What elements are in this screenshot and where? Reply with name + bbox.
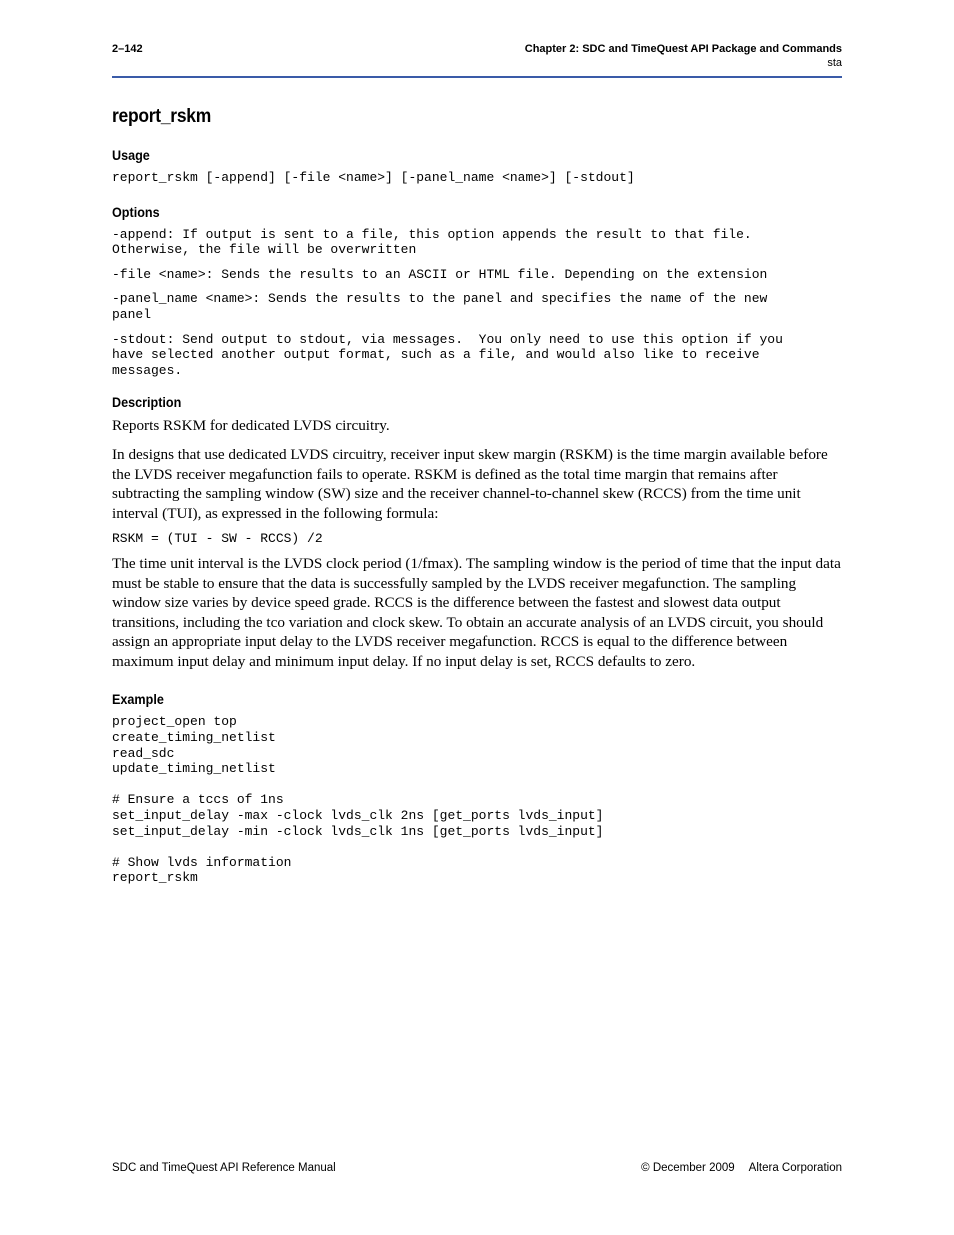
section-tag: sta	[827, 57, 842, 69]
usage-heading: Usage	[112, 147, 150, 163]
page-number: 2–142	[112, 43, 143, 55]
example-heading: Example	[112, 691, 164, 708]
command-title: report_rskm	[112, 106, 211, 127]
description-para-3: The time unit interval is the LVDS clock period (1/fmax). The sampling window is the period of time that the input data must be stable to ensure that the data is successfully sampled by the LVDS receiver megafunction. The sampling window size varies by device speed grade. RCCS is the difference between the fastest and slowest data output transitions, including the tco variation and clock skew. To obtain an accurate analysis of an LVDS circuit, you should assign an appropriate input delay to the LVDS receiver megafunction. RCCS is equal to the difference between maximum input delay and minimum input delay. If no input delay is set, RCCS defaults to zero.	[112, 554, 841, 670]
running-header	[525, 43, 842, 69]
option-panel-name: -panel_name <name>: Sends the results to the panel and specifies the name of the new panel	[112, 291, 768, 322]
options-heading: Options	[112, 203, 160, 220]
footer-manual-title: SDC and TimeQuest API Reference Manual	[112, 1162, 336, 1174]
option-file: -file <name>: Sends the results to an ASCII or HTML file. Depending on the extension	[112, 266, 768, 282]
footer-company: Altera Corporation	[748, 1162, 842, 1174]
chapter-title: Chapter 2: SDC and TimeQuest API Package and Commands	[524, 43, 842, 55]
option-append: -append: If output is sent to a file, this option appends the result to that file. Otherwise, the file will be overwritten	[112, 226, 752, 258]
option-stdout: -stdout: Send output to stdout, via messages. You only need to use this option if you have selected another output format, such as a file, and would also like to receive messages.	[112, 331, 783, 378]
main-content	[112, 106, 842, 886]
usage-syntax: report_rskm [-append] [-file <name>] [-panel_name <name>] [-stdout]	[112, 170, 635, 185]
rskm-formula: RSKM = (TUI - SW - RCCS) /2	[112, 531, 323, 547]
footer-date: © December 2009	[641, 1162, 735, 1174]
description-para-1: Reports RSKM for dedicated LVDS circuitry.	[112, 417, 390, 435]
header-rule	[112, 76, 842, 78]
description-para-2: In designs that use dedicated LVDS circuitry, receiver input skew margin (RSKM) is the time margin available before the LVDS receiver megafunction fails to operate. RSKM is defined as the total time margin that remains after subtracting the sampling window (SW) size and the receiver channel-to-channel skew (RCCS) from the time unit interval (TUI), as expressed in the following formula:	[112, 445, 828, 522]
example-code: project_open top create_timing_netlist read_sdc update_timing_netlist # Ensure a tccs of 1ns set_input_delay -max -clock lvds_clk 2ns [get_ports lvds_input] set_input_delay -min -clock lvds_clk 1ns [get_ports lvds_input] # Show lvds information report_rskm	[112, 714, 604, 886]
footer-right	[641, 1162, 842, 1174]
description-heading: Description	[112, 394, 182, 411]
